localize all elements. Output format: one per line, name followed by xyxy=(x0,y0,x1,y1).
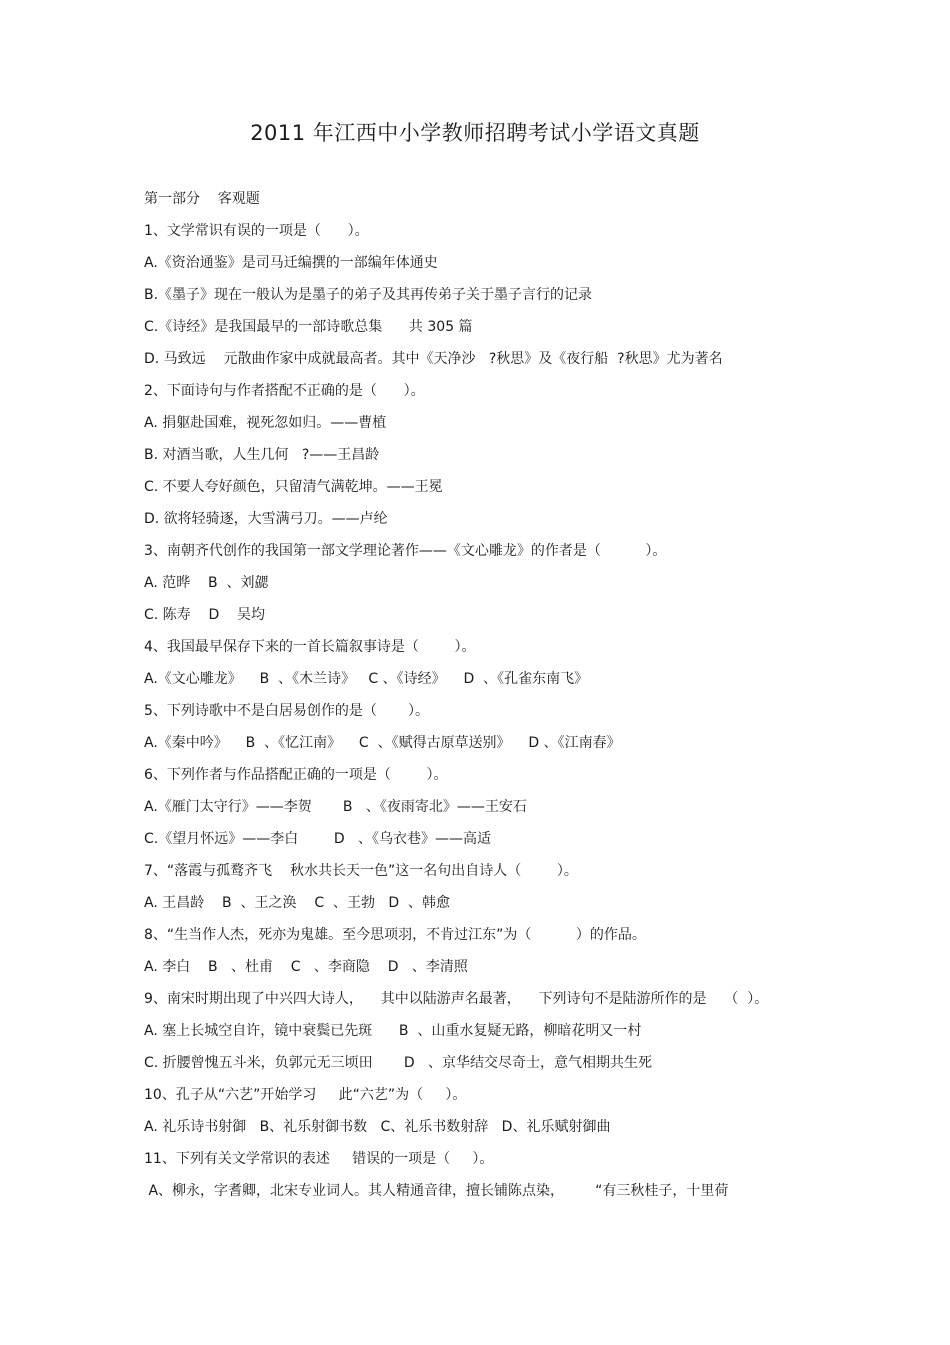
text-line: A.《秦中吟》 B 、《忆江南》 C 、《赋得古原草送别》 D 、《江南春》 xyxy=(144,735,621,751)
text-line: C. 折腰曾愧五斗米，负郭元无三顷田 D 、京华结交尽奇士，意气相期共生死 xyxy=(144,1055,652,1071)
text-line: A. 塞上长城空自许，镜中衰鬓已先斑 B 、山重水复疑无路，柳暗花明又一村 xyxy=(144,1023,642,1039)
text-line: 10、孔子从“六艺”开始学习 此“六艺”为（ ）。 xyxy=(144,1087,467,1103)
text-line: A. 礼乐诗书射御 B、礼乐射御书数 C、礼乐书数射辞 D、礼乐赋射御曲 xyxy=(144,1119,611,1135)
text-line: C. 陈寿 D 吴均 xyxy=(144,607,266,623)
text-line: 4、我国最早保存下来的一首长篇叙事诗是（ ）。 xyxy=(144,639,476,655)
text-line: 第一部分 客观题 xyxy=(144,191,260,207)
text-line: 6、下列作者与作品搭配正确的一项是（ ）。 xyxy=(144,767,448,783)
text-line: 9、南宋时期出现了中兴四大诗人， 其中以陆游声名最著， 下列诗句不是陆游所作的是 （ ）。 xyxy=(144,991,769,1007)
text-line: D. 欲将轻骑逐，大雪满弓刀。——卢纶 xyxy=(144,511,388,527)
text-line: C.《诗经》是我国最早的一部诗歌总集 共 305 篇 xyxy=(144,319,473,335)
text-line: 2、下面诗句与作者搭配不正确的是（ ）。 xyxy=(144,383,425,399)
text-line: C. 不要人夸好颜色，只留清气满乾坤。——王冕 xyxy=(144,479,443,495)
text-line: 11、下列有关文学常识的表述 错误的一项是（ ）。 xyxy=(144,1151,494,1167)
text-line: D. 马致远 元散曲作家中成就最高者。其中《天净沙 ?秋思》及《夜行船 ?秋思》尤为著名 xyxy=(144,351,723,367)
text-line: 3、南朝齐代创作的我国第一部文学理论著作——《文心雕龙》的作者是（ ）。 xyxy=(144,543,667,559)
text-line: 8、“生当作人杰，死亦为鬼雄。至今思项羽，不肯过江东”为（ ）的作品。 xyxy=(144,927,646,943)
text-line: A. 李白 B 、杜甫 C 、李商隐 D 、李清照 xyxy=(144,959,468,975)
text-line: A.《雁门太守行》——李贺 B 、《夜雨寄北》——王安石 xyxy=(144,799,527,815)
text-line: A. 捐躯赴国难，视死忽如归。——曹植 xyxy=(144,415,387,431)
text-line: C.《望月怀远》——李白 D 、《乌衣巷》——高适 xyxy=(144,831,491,847)
text-line: 1、文学常识有误的一项是（ ）。 xyxy=(144,223,369,239)
text-line: B. 对酒当歌，人生几何 ?——王昌龄 xyxy=(144,447,380,463)
text-line: A. 王昌龄 B 、王之涣 C 、王勃 D 、韩愈 xyxy=(144,895,451,911)
text-line: A. 范晔 B 、刘勰 xyxy=(144,575,269,591)
text-line: 7、“落霞与孤鹜齐飞 秋水共长天一色”这一名句出自诗人（ ）。 xyxy=(144,863,578,879)
text-line: A、柳永，字耆卿，北宋专业词人。其人精通音律，擅长铺陈点染， “有三秋桂子，十里荷 xyxy=(144,1183,729,1199)
text-line: 5、下列诗歌中不是白居易创作的是（ ）。 xyxy=(144,703,430,719)
text-line: A.《资治通鉴》是司马迁编撰的一部编年体通史 xyxy=(144,255,438,271)
document-title: 2011 年江西中小学教师招聘考试小学语文真题 xyxy=(250,121,700,145)
text-line: A.《文心雕龙》 B 、《木兰诗》 C 、《诗经》 D 、《孔雀东南飞》 xyxy=(144,671,589,687)
text-line: B.《墨子》现在一般认为是墨子的弟子及其再传弟子关于墨子言行的记录 xyxy=(144,287,593,303)
